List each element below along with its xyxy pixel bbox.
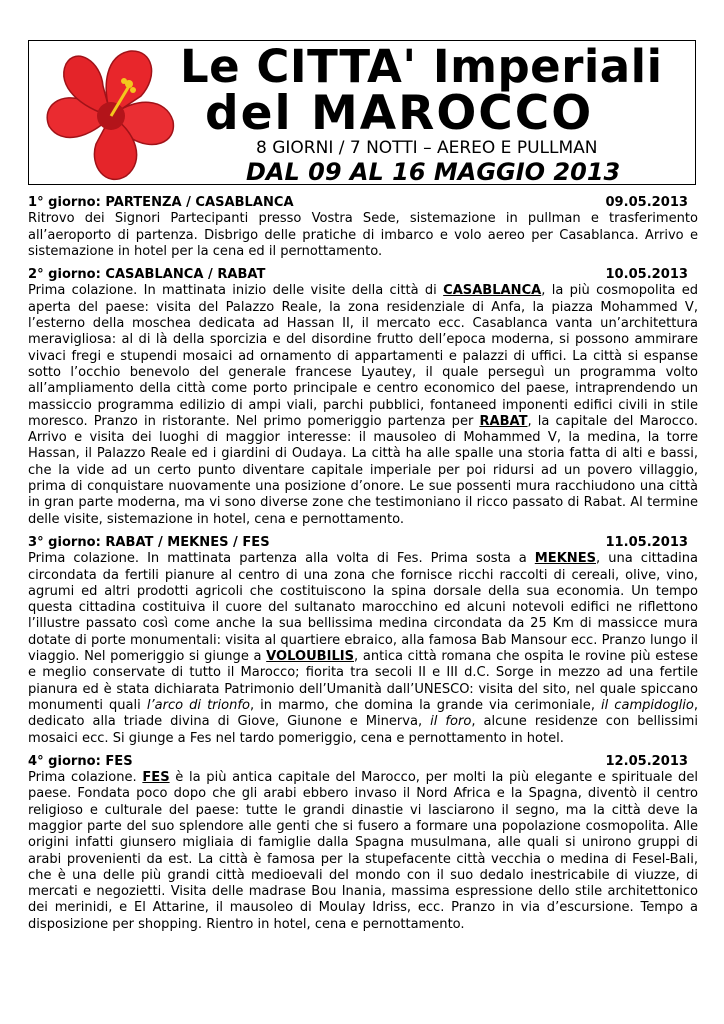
text-segment: , la capitale del Marocco. Arrivo e visita dei luoghi di maggior interesse: il mausoleo di Mohammed V, la medina, la torre Hassan, il Palazzo Reale ed i giardini di Oudaya. La città ha alle spalle una storia fatta di alti e bassi, che la vide ad un certo punto diventare capitale imperiale per poi ridursi ad un povero villaggio, prima di conquistare nuovamente una posizione d’onore. Le sue possenti mura racchiudono una città in gran parte moderna, ma vi sono diverse zone che testimoniano il ricco passato di Rabat. Al termine delle visite, sistemazione in hotel, cena e pernottamento. xyxy=(28,413,698,527)
text-segment: , in marmo, che domina la grande via cerimoniale, xyxy=(250,697,601,713)
place-name: VOLOUBILIS xyxy=(266,649,355,665)
day-date: 10.05.2013 xyxy=(605,267,688,283)
day-description xyxy=(28,283,698,527)
title-line-1: Le CITTA' Imperiali xyxy=(180,40,663,93)
text-segment: , dedicato alla triade divina di Giove, Giunone e Minerva, xyxy=(28,697,698,730)
day-1 xyxy=(28,195,698,260)
day-4 xyxy=(28,754,698,933)
text-segment: , antica città romana che ospita le rovine più estese e meglio conservate di tutto il Marocco; fiorita tra secoli II e III d.C. Sorge in mezzo ad una fertile pianura ed è stata dichiarata Patrimonio dell’Umanità dall’UNESCO: visita del sito, nel quale spiccano monumenti quali xyxy=(28,649,698,713)
text-segment: è la più antica capitale del Marocco, per molti la più elegante e spirituale del paese. Fondata poco dopo che gli arabi ebbero invaso il Nord Africa e la Spagna, diventò il centro religioso e culturale del paese: tutte le grandi dinastie vi lasciarono il segno, ma la città deve la maggior parte del suo splendore alle genti che si fusero a formare una popolazione cosmopolita. Alle origini infatti giunsero migliaia di famiglie dalla Spagna musulmana, alle quali si unirono gruppi di arabi provenienti da est. La città è famosa per la stupefacente città vecchia o medina di Fesel-Bali, che è una delle più grandi città medioevali del mondo con il suo dedalo inestricabile di viuzze, di mercati e negozietti. Visita delle madrase Bou Inania, massima espressione dello stile architettonico dei merinidi, e El Attarine, il mausoleo di Moulay Idriss, ecc. Pranzo in via d’escursione. Tempo a disposizione per shopping. Rientro in hotel, cena e pernottamento. xyxy=(28,770,698,932)
itinerary xyxy=(28,195,698,940)
monument-name: il foro xyxy=(430,714,472,730)
day-date: 11.05.2013 xyxy=(605,534,688,550)
day-title: 2° giorno: CASABLANCA / RABAT xyxy=(28,267,266,283)
day-2 xyxy=(28,267,698,528)
day-description xyxy=(28,770,698,933)
day-title: 4° giorno: FES xyxy=(28,753,133,769)
text-segment: Prima colazione. In mattinata partenza alla volta di Fes. Prima sosta a xyxy=(28,551,535,567)
trip-dates: DAL 09 AL 16 MAGGIO 2013 xyxy=(246,158,621,186)
day-title: 1° giorno: PARTENZA / CASABLANCA xyxy=(28,195,294,210)
day-heading xyxy=(28,195,698,211)
day-heading xyxy=(28,535,698,551)
text-segment: , alcune residenze con bellissimi mosaici ecc. Si giunge a Fes nel tardo pomeriggio, cena e pernottamento in hotel. xyxy=(28,714,698,746)
text-segment: Prima colazione. xyxy=(28,770,143,786)
day-description: Ritrovo dei Signori Partecipanti presso Vostra Sede, sistemazione in pullman e trasferimento all’aeroporto di partenza. Disbrigo delle pratiche di imbarco e volo aereo per Casablanca. Arrivo e sistemazione in hotel per la cena ed il pernottamento. xyxy=(28,211,698,259)
day-description xyxy=(28,551,698,747)
place-name: RABAT xyxy=(479,413,528,429)
day-3 xyxy=(28,535,698,747)
day-heading xyxy=(28,754,698,770)
trip-subtitle: 8 GIORNI / 7 NOTTI – AEREO E PULLMAN xyxy=(256,138,598,158)
day-heading xyxy=(28,267,698,283)
monument-name: il campidoglio xyxy=(601,697,694,713)
text-segment: , la più cosmopolita ed aperta del paese: visita del Palazzo Reale, la zona residenziale di Anfa, la piazza Mohammed V, l’esterno della moschea dedicata ad Hassan II, il mercato ecc. Casablanca vanta un’architettura meravigliosa: al di là della sporcizia e del disordine frutto dell’epoca moderna, si possono ammirare vivaci fregi e stupendi mosaici ad ornamento di appartamenti e palazzi di uffici. La città si espanse sotto l’occhio benevolo del generale francese Lyautey, il quale perseguì un programma volto all’ampliamento della città come porto principale e centro economico del paese, intraprendendo un massiccio programma edilizio di ampi viali, parchi pubblici, fontaneed imponenti edifici civili in stile moresco. Pranzo in ristorante. Nel primo pomeriggio partenza per xyxy=(28,283,699,429)
day-date: 12.05.2013 xyxy=(605,753,688,769)
text-segment: Prima colazione. In mattinata inizio delle visite della città di xyxy=(28,283,444,299)
place-name: CASABLANCA xyxy=(443,283,542,299)
place-name: MEKNES xyxy=(534,551,597,567)
text-segment: , una cittadina circondata da fertili pianure al centro di una zona che fornisce ricchi raccolti di cereali, olive, vino, agrumi ed altri prodotti agricoli che costituiscono la spina dorsale della sua economia. Un tempo questa cittadina costituiva il cuore del sultanato marocchino ed alcuni notevoli edifici ne riflettono l’illustre passato così come anche la sua bellissima medina circondata da 25 Km di massicce mura dotate di porte monumentali: visita al quartiere ebraico, alla famosa Bab Mansour ecc. Pranzo lungo il viaggio. Nel pomeriggio si giunge a xyxy=(28,551,698,665)
place-name: FES xyxy=(142,770,170,786)
monument-name: l’arco di trionfo xyxy=(146,697,250,713)
day-date: 09.05.2013 xyxy=(605,195,688,210)
title-line-2: del MAROCCO xyxy=(205,86,594,141)
day-title: 3° giorno: RABAT / MEKNES / FES xyxy=(28,534,270,550)
hibiscus-flower-icon xyxy=(36,44,186,194)
